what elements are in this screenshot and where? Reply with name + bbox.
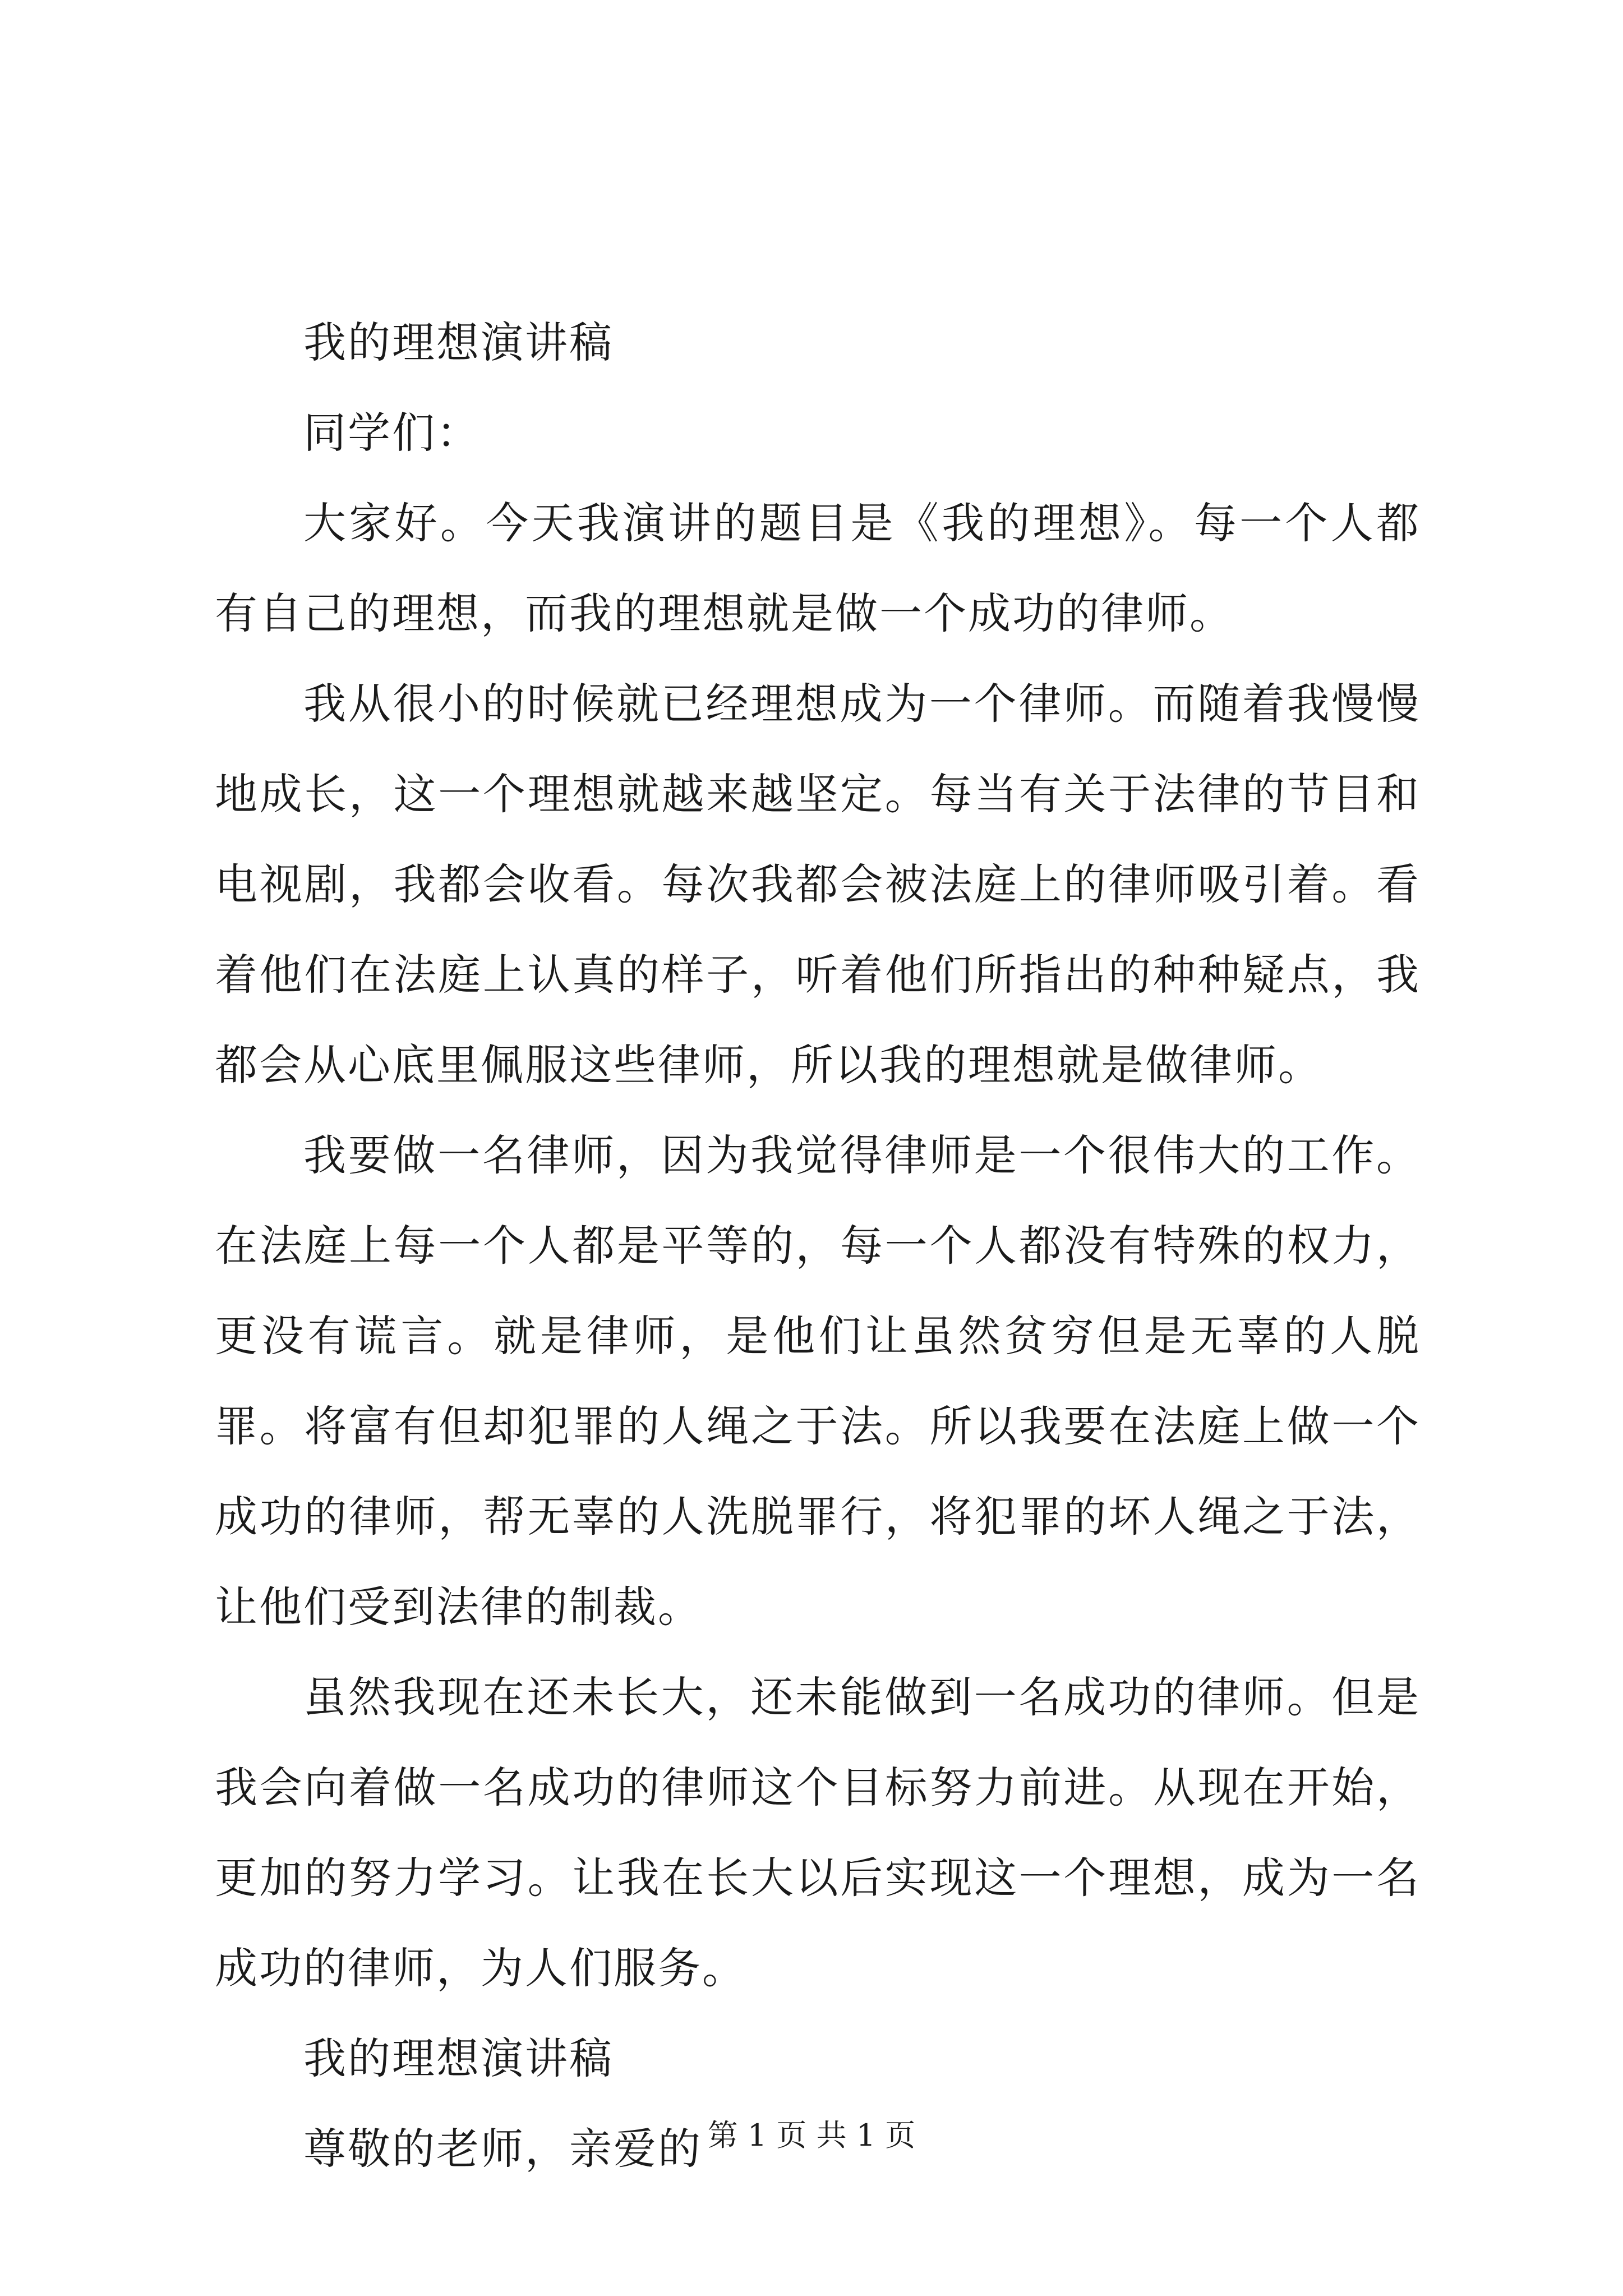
body-paragraph-2: 我从很小的时候就已经理想成为一个律师。而随着我慢慢地成长，这一个理想就越来越坚定。每当有关于法律的节目和电视剧，我都会收看。每次我都会被法庭上的律师吸引着。看着他们在法庭上认真的样子，听着他们所指出的种种疑点，我都会从心底里佩服这些律师，所以我的理想就是做律师。 bbox=[215, 679, 1421, 1090]
page-footer: 第 1 页 共 1 页 bbox=[707, 2118, 916, 2153]
second-title-paragraph: 我的理想演讲稿 bbox=[303, 2033, 614, 2083]
title-paragraph: 我的理想演讲稿 bbox=[303, 318, 614, 367]
body-paragraph-1: 大家好。今天我演讲的题目是《我的理想》。每一个人都有自己的理想，而我的理想就是做一个成功的律师。 bbox=[215, 498, 1421, 638]
body-paragraph-3: 我要做一名律师，因为我觉得律师是一个很伟大的工作。在法庭上每一个人都是平等的，每一个人都没有特殊的权力，更没有谎言。就是律师，是他们让虽然贫穷但是无辜的人脱罪。将富有但却犯罪的人绳之于法。所以我要在法庭上做一个成功的律师，帮无辜的人洗脱罪行，将犯罪的坏人绳之于法，让他们受到法律的制裁。 bbox=[215, 1130, 1421, 1632]
second-salutation-paragraph: 尊敬的老师，亲爱的 bbox=[303, 2124, 702, 2174]
body-paragraph-4: 虽然我现在还未长大，还未能做到一名成功的律师。但是我会向着做一名成功的律师这个目标努力前进。从现在开始，更加的努力学习。让我在长大以后实现这一个理想，成为一名成功的律师，为人们服务。 bbox=[215, 1672, 1421, 1993]
document-body bbox=[215, 297, 1421, 2194]
salutation-paragraph: 同学们： bbox=[303, 408, 481, 458]
